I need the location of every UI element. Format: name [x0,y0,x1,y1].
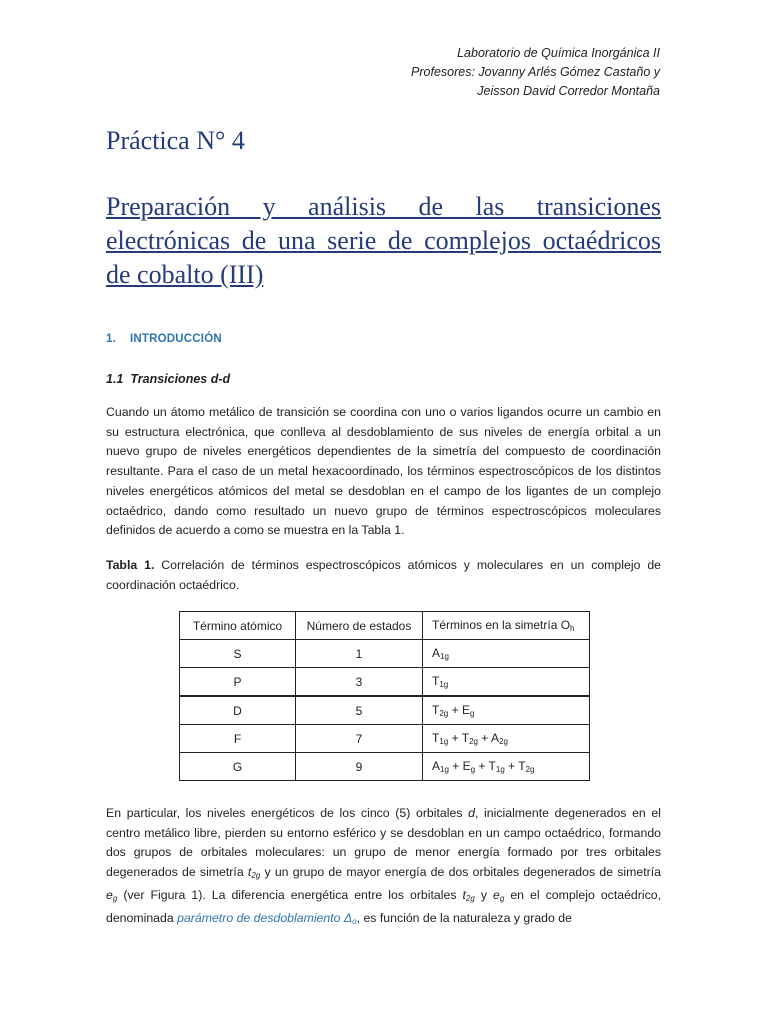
table-row [180,753,590,781]
table-row [180,696,590,725]
term-subscript: 1g [440,652,449,661]
text-run: , inicialmente degenerados en el centro metálico libre, pierden su entorno esférico y se desdoblan en un campo octaédrico, formando dos grupos de orbitales moleculares: un grupo de menor energía formado por tres orbitales degenerados de simetría [106,806,661,880]
document-header [411,44,660,101]
plus-sign: + [504,759,519,773]
table-cell-states: 5 [296,696,423,725]
param-text: parámetro de desdoblamiento Δ [177,910,353,925]
plus-sign: + [448,731,462,745]
term-letter: T [461,731,470,745]
param-subscript: o [352,916,357,926]
table-caption-text: Correlación de términos espectroscópicos atómicos y moleculares en un complejo de coordinación octaédrico. [106,558,661,592]
table-cell-symmetry [423,640,590,668]
text-run: , es función de la naturaleza y grado de [356,910,572,925]
term-subscript: 2g [469,737,478,746]
term-correlation-table [179,611,590,781]
table-cell-symmetry [423,696,590,725]
term-letter: T [518,759,526,773]
table-caption-label: Tabla 1. [106,558,155,572]
symbol-eg [106,888,117,902]
term-letter: T [432,703,440,717]
subsection-heading [106,372,230,386]
symbol-subscript: 2g [251,871,261,881]
term-letter: A [432,759,441,773]
table-header-cell [423,612,590,640]
term-letter: E [461,703,470,717]
subsection-number: 1.1 [106,372,124,386]
table-cell-symmetry [423,753,590,781]
table-cell-states: 9 [296,753,423,781]
main-title: Preparación y análisis de las transiciones electrónicas de una serie de complejos octaédricos de cobalto (III) [106,192,661,289]
table-header-cell: Término atómico [180,612,296,640]
table-cell-term: P [180,668,296,697]
symbol-base: e [106,887,113,902]
header-text: Términos en la simetría O [432,618,571,632]
text-run: y [474,887,494,902]
section-title: INTRODUCCIÓN [130,333,222,345]
term-letter: T [432,674,440,688]
plus-sign: + [448,759,463,773]
plus-sign: + [477,731,491,745]
term-subscript: g [470,765,476,774]
term-subscript: 2g [439,709,449,718]
paragraph-1: Cuando un átomo metálico de transición se coordina con uno o varios ligandos ocurre un cambio en su estructura electrónica, que conlleva al desdoblamiento de sus niveles de energía orbital a un nuevo grupo de niveles energéticos dependientes de la simetría del compuesto de coordinación resultante. Para el caso de un metal hexacoordinado, los términos espectroscópicos de los distintos niveles energéticos atómicos del metal se desdoblan en el campo de los ligantes de un complejo octaédrico, dando como resultado un nuevo grupo de términos espectroscópicos moleculares definidos de acuerdo a como se muestra en la Tabla 1. [106,405,661,538]
header-line-1: Laboratorio de Química Inorgánica II [457,46,660,60]
table-cell-term: S [180,640,296,668]
term-subscript: 2g [525,765,535,774]
table-row [180,725,590,753]
term-subscript: 1g [439,680,449,689]
section-heading [106,333,222,345]
table-header-cell: Número de estados [296,612,423,640]
term-subscript: g [469,709,475,718]
plus-sign: + [475,759,489,773]
symbol-base: e [493,887,500,902]
table-row [180,668,590,697]
symbol-t2g [248,865,260,879]
symbol-t2g [463,888,475,902]
practice-label: Práctica N° 4 [106,126,245,155]
table-cell-term: D [180,696,296,725]
term-letter: A [432,646,441,660]
table-cell-states: 7 [296,725,423,753]
paragraph-2 [106,804,661,931]
plus-sign: + [448,703,462,717]
term-subscript: 1g [439,737,449,746]
term-subscript: 2g [499,737,508,746]
text-run: y un grupo de mayor energía de dos orbitales degenerados de simetría [260,865,662,880]
symbol-base: t [462,887,466,902]
table-cell-term: F [180,725,296,753]
splitting-parameter [177,911,357,925]
section-number: 1. [106,333,116,345]
table-cell-states: 1 [296,640,423,668]
term-letter: T [488,759,496,773]
symbol-subscript: g [499,893,505,903]
symbol-base: t [247,865,252,880]
symbol-subscript: g [112,893,118,903]
table-cell-symmetry [423,668,590,697]
term-letter: A [490,731,499,745]
subsection-title: Transiciones d-d [130,372,231,386]
table-header-row [180,612,590,640]
symbol-subscript: 2g [465,893,475,903]
term-subscript: 1g [440,765,449,774]
term-subscript: 1g [495,765,505,774]
text-italic: d [468,806,475,820]
term-letter: T [432,731,440,745]
header-line-3: Jeisson David Corredor Montaña [477,84,660,98]
text-run: (ver Figura 1). La diferencia energética entre los orbitales [117,887,463,902]
header-subscript: h [570,624,575,633]
term-letter: E [462,759,471,773]
table-row [180,640,590,668]
table-cell-states: 3 [296,668,423,697]
header-line-2: Profesores: Jovanny Arlés Gómez Castaño y [411,65,660,79]
text-run: En particular, los niveles energéticos de los cinco (5) orbitales [106,806,469,820]
table-cell-term: G [180,753,296,781]
text-run: en el complejo octaédrico, denominada [106,887,661,925]
table-caption [106,556,661,595]
symbol-eg [493,888,504,902]
table-cell-symmetry [423,725,590,753]
